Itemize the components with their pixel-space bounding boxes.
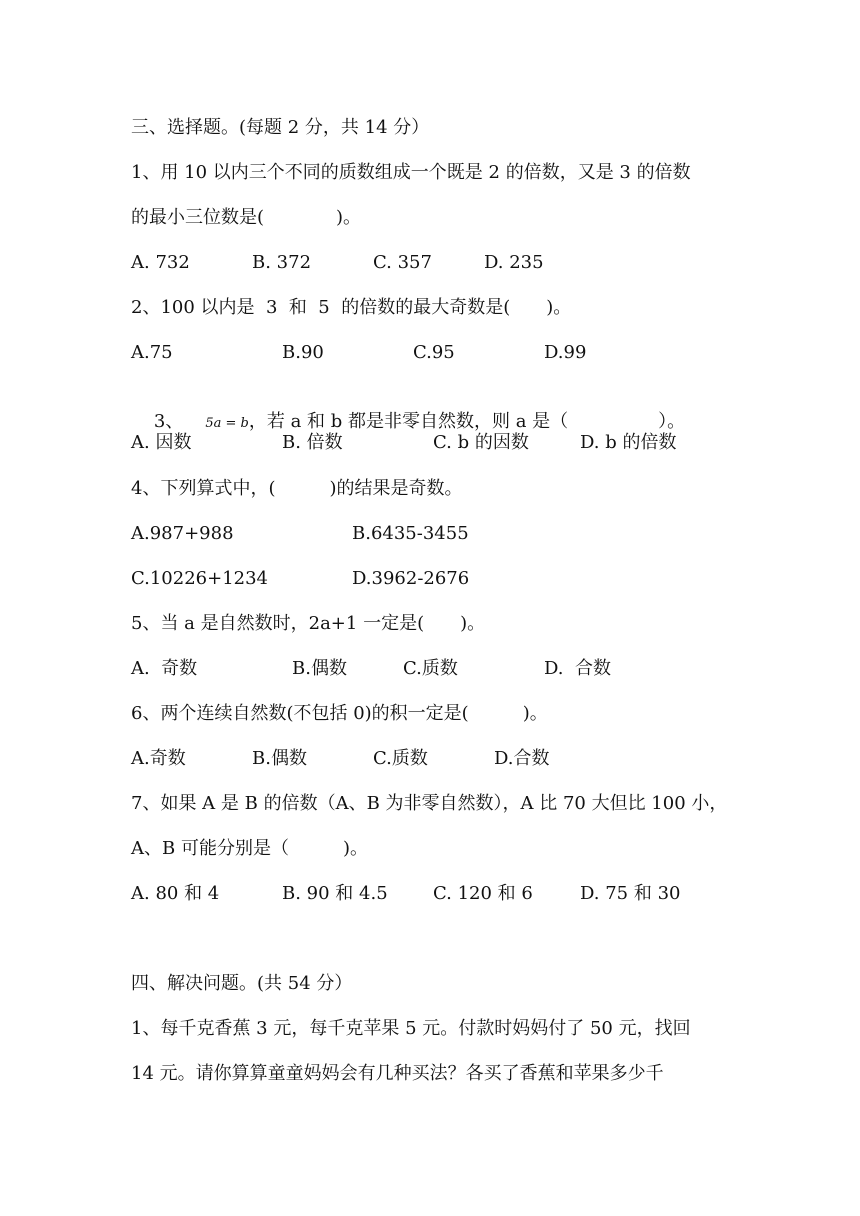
q1-text-line1: 1、用 10 以内三个不同的质数组成一个既是 2 的倍数，又是 3 的倍数 [131, 162, 691, 183]
q2-text: 2、100 以内是 3 和 5 的倍数的最大奇数是( )。 [131, 297, 572, 318]
q3-option-a: A. 因数 [131, 432, 192, 453]
s4-q1-text-line1: 1、每千克香蕉 3 元，每千克苹果 5 元。付款时妈妈付了 50 元，找回 [131, 1018, 691, 1039]
q6-option-a: A.奇数 [131, 748, 186, 769]
q1-text-line2: 的最小三位数是( )。 [131, 207, 362, 228]
q4-option-b: B.6435-3455 [352, 523, 469, 544]
q7-option-d: D. 75 和 30 [580, 883, 681, 904]
q3-prefix: 3、 [153, 411, 184, 432]
q5-text: 5、当 a 是自然数时，2a+1 一定是( )。 [131, 613, 486, 634]
q3-equation: 5a = b [205, 416, 249, 431]
q4-option-a: A.987+988 [131, 523, 234, 544]
q2-option-d: D.99 [544, 342, 587, 363]
q2-option-c: C.95 [413, 342, 455, 363]
q1-option-b: B. 372 [252, 252, 312, 273]
q6-option-c: C.质数 [373, 748, 428, 769]
section3-heading: 三、选择题。(每题 2 分，共 14 分） [131, 117, 430, 138]
q3-text [131, 386, 686, 432]
q5-option-b: B.偶数 [292, 658, 347, 679]
q6-text: 6、两个连续自然数(不包括 0)的积一定是( )。 [131, 703, 548, 724]
q1-option-d: D. 235 [484, 252, 544, 273]
q3-option-d: D. b 的倍数 [580, 432, 677, 453]
section4-heading: 四、解决问题。(共 54 分） [131, 973, 353, 994]
q3-option-c: C. b 的因数 [433, 432, 529, 453]
q5-option-d: D. 合数 [544, 658, 611, 679]
q6-option-b: B.偶数 [252, 748, 307, 769]
q5-option-a: A. 奇数 [131, 658, 198, 679]
q3-body: ，若 a 和 b 都是非零自然数，则 a 是（ ）。 [248, 411, 686, 432]
q2-option-b: B.90 [282, 342, 324, 363]
q5-option-c: C.质数 [403, 658, 458, 679]
s4-q1-text-line2: 14 元。请你算算童童妈妈会有几种买法？各买了香蕉和苹果多少千 [131, 1063, 664, 1084]
q4-option-d: D.3962-2676 [352, 568, 470, 589]
q2-option-a: A.75 [131, 342, 173, 363]
q7-option-c: C. 120 和 6 [433, 883, 533, 904]
q1-option-c: C. 357 [373, 252, 432, 273]
q3-option-b: B. 倍数 [282, 432, 343, 453]
q7-text-line2: A、B 可能分别是（ )。 [131, 838, 368, 859]
q7-text-line1: 7、如果 A 是 B 的倍数（A、B 为非零自然数），A 比 70 大但比 100 小， [131, 793, 728, 814]
q7-option-b: B. 90 和 4.5 [282, 883, 388, 904]
q1-option-a: A. 732 [131, 252, 190, 273]
q7-option-a: A. 80 和 4 [131, 883, 220, 904]
q6-option-d: D.合数 [494, 748, 550, 769]
q4-option-c: C.10226+1234 [131, 568, 269, 589]
q4-text: 4、下列算式中，( )的结果是奇数。 [131, 478, 463, 499]
